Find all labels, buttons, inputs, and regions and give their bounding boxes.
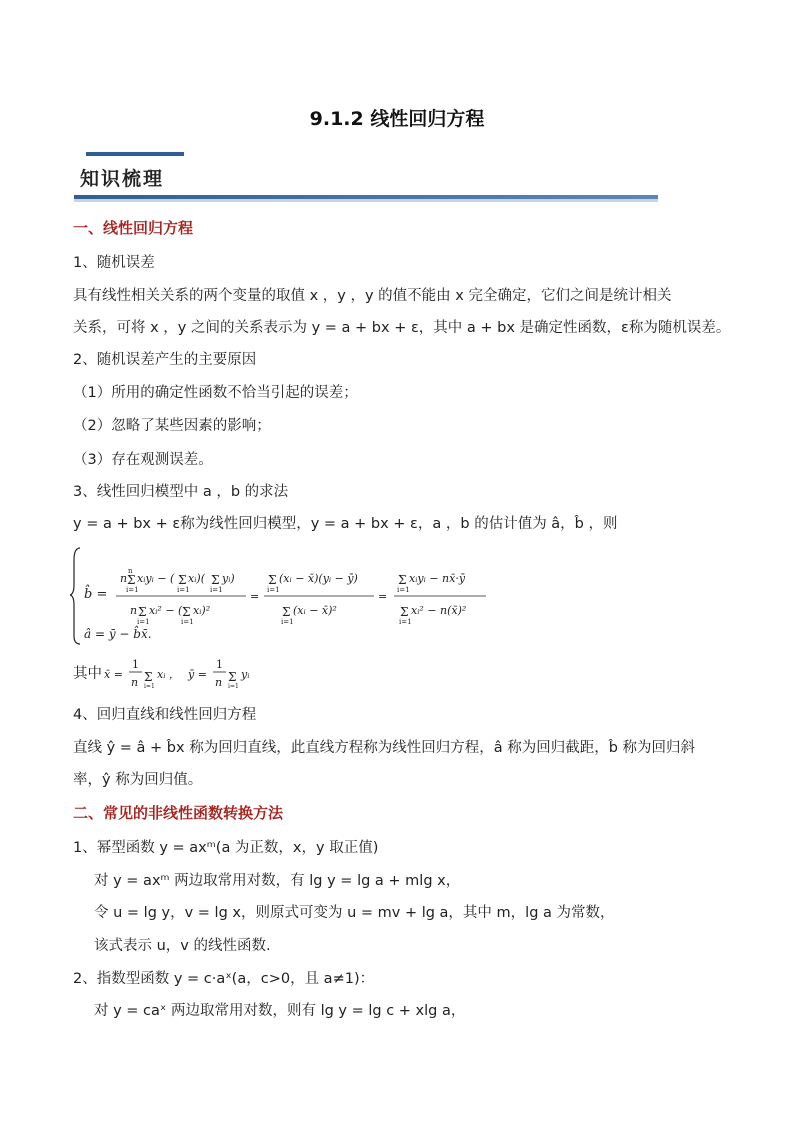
subheading-regression-line: 4、回归直线和线性回归方程 bbox=[73, 707, 257, 723]
svg-text:n: n bbox=[128, 567, 133, 575]
banner-top-bar bbox=[86, 152, 184, 156]
section-heading-1: 一、线性回归方程 bbox=[73, 219, 194, 237]
list-item: （1）所用的确定性函数不恰当引起的误差； bbox=[73, 385, 358, 401]
paragraph-line: 令 u = lg y，v = lg x，则原式可变为 u = mv + lg a，其中 m，lg a 为常数， bbox=[94, 905, 615, 921]
svg-text:(xᵢ − x̄)(yᵢ − ȳ): (xᵢ − x̄)(yᵢ − ȳ) bbox=[279, 572, 358, 585]
svg-text:x̄ =: x̄ = bbox=[104, 668, 123, 681]
banner-shadow bbox=[74, 199, 658, 202]
svg-text:Σ: Σ bbox=[211, 573, 220, 587]
banner-label: 知识梳理 bbox=[80, 168, 165, 190]
mean-formula bbox=[102, 654, 272, 694]
paragraph-line: 对 y = caˣ 两边取常用对数，则有 lg y = lg c + xlg a， bbox=[94, 1003, 466, 1019]
svg-text:(xᵢ − x̄)²: (xᵢ − x̄)² bbox=[293, 604, 337, 617]
svg-text:Σ: Σ bbox=[398, 573, 407, 587]
list-item: （2）忽略了某些因素的影响； bbox=[73, 418, 271, 434]
svg-text:i=1: i=1 bbox=[181, 618, 194, 626]
svg-text:Σ: Σ bbox=[400, 605, 409, 619]
svg-text:n: n bbox=[120, 572, 128, 585]
svg-text:xᵢ)(: xᵢ)( bbox=[188, 572, 205, 585]
svg-text:i=1: i=1 bbox=[399, 618, 412, 626]
svg-text:xᵢyᵢ − (: xᵢyᵢ − ( bbox=[137, 572, 175, 585]
svg-text:n: n bbox=[131, 676, 139, 689]
svg-text:i=1: i=1 bbox=[397, 586, 410, 594]
paragraph-line: y = a + bx + ε称为线性回归模型，y = a + bx + ε，a ，b 的估计值为 â，b̂ ，则 bbox=[73, 516, 618, 532]
svg-text:xᵢyᵢ − nx̄·ȳ: xᵢyᵢ − nx̄·ȳ bbox=[409, 572, 466, 585]
svg-text:i=1: i=1 bbox=[126, 586, 139, 594]
svg-text:i=1: i=1 bbox=[281, 618, 294, 626]
list-item: （3）存在观测误差。 bbox=[73, 452, 213, 468]
paragraph-line: 率，ŷ 称为回归值。 bbox=[73, 772, 203, 788]
page-title: 9.1.2 线性回归方程 bbox=[309, 108, 485, 130]
paragraph-line: 对 y = axᵐ 两边取常用对数，有 lg y = lg a + mlg x， bbox=[94, 873, 461, 889]
svg-text:Σ: Σ bbox=[228, 670, 237, 684]
section-banner bbox=[74, 150, 664, 206]
regression-formula bbox=[70, 540, 510, 650]
subheading-causes: 2、随机误差产生的主要原因 bbox=[73, 352, 257, 368]
svg-text:i=1: i=1 bbox=[144, 683, 155, 690]
svg-text:b̂ =: b̂ = bbox=[84, 587, 108, 602]
svg-text:1: 1 bbox=[132, 658, 139, 671]
svg-text:1: 1 bbox=[216, 658, 223, 671]
svg-text:Σ: Σ bbox=[182, 605, 191, 619]
paragraph-line: 关系，可将 x ，y 之间的关系表示为 y = a + bx + ε，其中 a + bx 是确定性函数，ε称为随机误差。 bbox=[73, 320, 731, 336]
svg-text:i=1: i=1 bbox=[267, 586, 280, 594]
svg-text:Σ: Σ bbox=[178, 573, 187, 587]
svg-text:ȳ =: ȳ = bbox=[188, 668, 207, 681]
section-heading-2: 二、常见的非线性函数转换方法 bbox=[73, 804, 284, 822]
svg-text:yᵢ): yᵢ) bbox=[222, 572, 235, 585]
paragraph-line: 直线 ŷ = â + b̂x 称为回归直线，此直线方程称为线性回归方程，â 称为回归截距，b̂ 称为回归斜 bbox=[73, 740, 696, 756]
svg-text:i=1: i=1 bbox=[177, 586, 190, 594]
svg-text:=: = bbox=[250, 590, 260, 603]
svg-text:xᵢ)²: xᵢ)² bbox=[193, 604, 211, 617]
svg-text:xᵢ² − n(x̄)²: xᵢ² − n(x̄)² bbox=[411, 604, 467, 617]
subheading-random-error: 1、随机误差 bbox=[73, 255, 155, 271]
paragraph-line: 具有线性相关关系的两个变量的取值 x ，y ，y 的值不能由 x 完全确定，它们之间是统计相关 bbox=[73, 288, 672, 304]
svg-text:i=1: i=1 bbox=[210, 586, 223, 594]
svg-text:Σ: Σ bbox=[144, 670, 153, 684]
svg-text:xᵢ² − (: xᵢ² − ( bbox=[149, 604, 183, 617]
svg-text:Σ: Σ bbox=[127, 573, 136, 587]
subheading-power-function: 1、幂型函数 y = axᵐ(a 为正数，x，y 取正值) bbox=[73, 840, 379, 856]
svg-text:â = ȳ − b̂x̄.: â = ȳ − b̂x̄. bbox=[84, 627, 152, 641]
svg-text:i=1: i=1 bbox=[228, 683, 239, 690]
svg-text:Σ: Σ bbox=[282, 605, 291, 619]
svg-text:n: n bbox=[215, 676, 223, 689]
subheading-exponential-function: 2、指数型函数 y = c·aˣ(a，c>0，且 a≠1)： bbox=[73, 971, 375, 987]
subheading-estimation: 3、线性回归模型中 a ，b 的求法 bbox=[73, 484, 289, 500]
mean-definition-prefix: 其中 bbox=[73, 666, 102, 682]
svg-text:=: = bbox=[378, 590, 388, 603]
svg-text:Σ: Σ bbox=[268, 573, 277, 587]
svg-text:i=1: i=1 bbox=[137, 618, 150, 626]
svg-text:xᵢ ，: xᵢ ， bbox=[157, 668, 180, 681]
svg-text:yᵢ: yᵢ bbox=[241, 668, 250, 681]
svg-text:Σ: Σ bbox=[138, 605, 147, 619]
paragraph-line: 该式表示 u，v 的线性函数. bbox=[94, 938, 271, 954]
svg-text:n: n bbox=[130, 604, 138, 617]
